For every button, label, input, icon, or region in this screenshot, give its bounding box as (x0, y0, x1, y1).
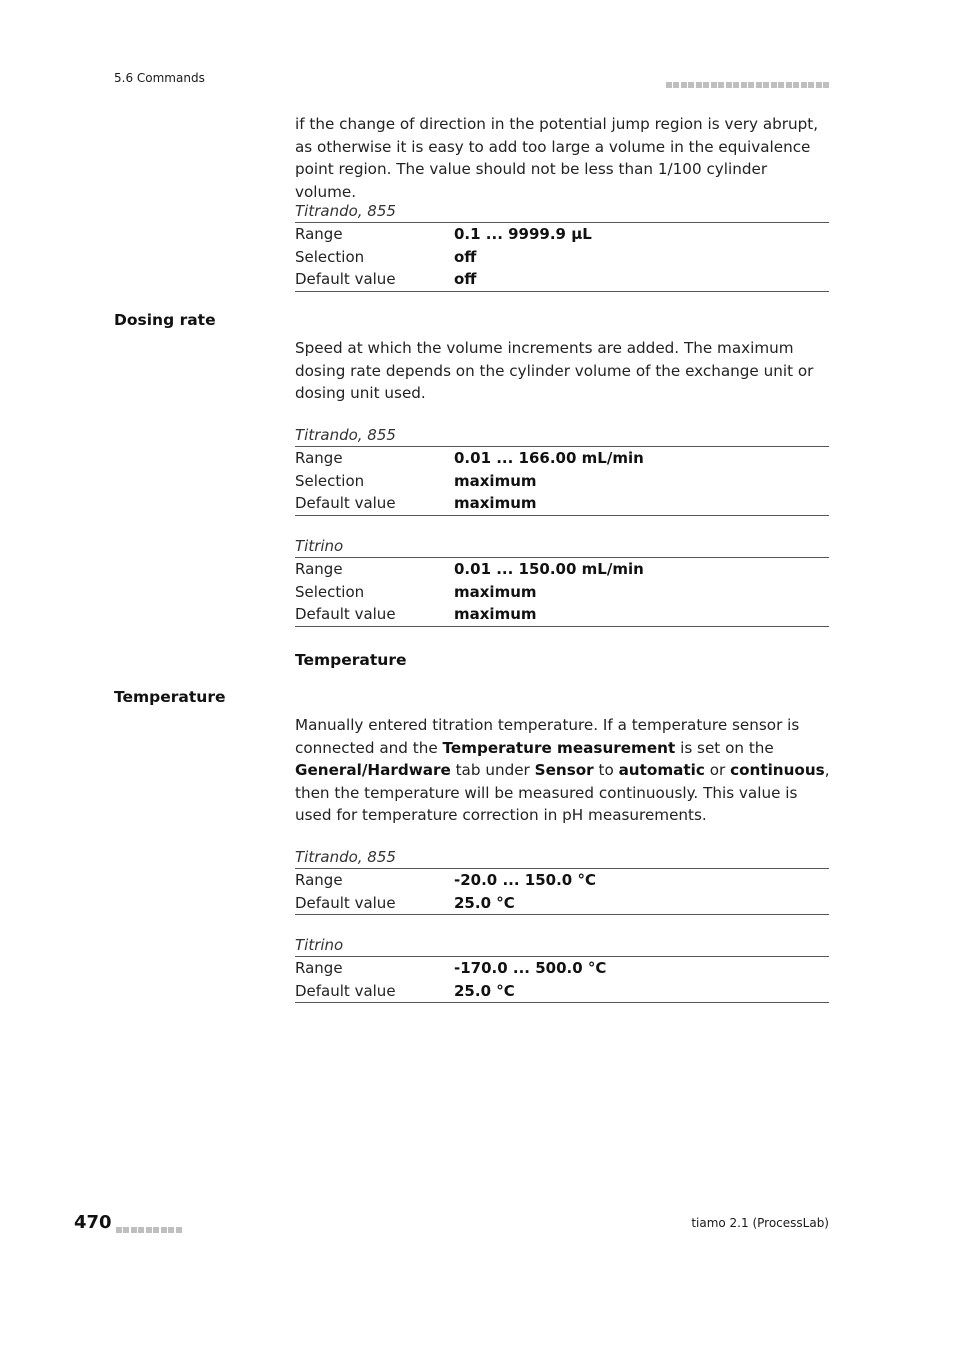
ui-term-general-hardware: General/Hardware (295, 761, 451, 779)
page-number: 470 (74, 1212, 112, 1233)
dosing-rate-heading: Dosing rate (114, 311, 216, 329)
footer-decoration-squares (114, 1219, 182, 1238)
row-key: Range (295, 225, 343, 243)
text-run: or (704, 761, 731, 779)
row-value: off (454, 247, 477, 266)
running-header-section: 5.6 Commands (114, 71, 205, 85)
row-value: 25.0 °C (454, 893, 515, 912)
table-row (295, 581, 829, 604)
table-row (295, 268, 829, 291)
row-value: -170.0 ... 500.0 °C (454, 959, 607, 977)
row-value: 25.0 °C (454, 981, 515, 1000)
row-key: Default value (295, 981, 396, 1000)
row-key: Default value (295, 605, 396, 623)
temperature-subsection-heading: Temperature (295, 651, 407, 669)
ui-term-temperature-measurement: Temperature measurement (442, 738, 676, 757)
dosing-rate-table-titrino (295, 535, 829, 627)
row-value: maximum (454, 494, 537, 512)
table-row (295, 980, 829, 1003)
row-key: Default value (295, 893, 396, 912)
table-row (295, 957, 829, 980)
table-bottom-rule (295, 626, 829, 627)
table-caption: Titrino (295, 535, 829, 558)
table-bottom-rule (295, 914, 829, 915)
intro-paragraph: if the change of direction in the potential jump region is very abrupt, as otherwise it is easy to add too large a volume in the equivalence point region. The value should not be less than 1/100 cylinder volume. (295, 115, 819, 201)
temperature-table-titrando (295, 846, 829, 915)
table-row (295, 892, 829, 915)
row-key: Range (295, 560, 343, 578)
text-run: , then the temperature will be measured continuously. This value is used for temperature correction in pH measurements. (295, 761, 830, 824)
table-bottom-rule (295, 515, 829, 516)
text-run: is set on the (675, 738, 774, 757)
table-caption: Titrando, 855 (295, 846, 829, 869)
row-value: maximum (454, 471, 537, 490)
ui-term-continuous: continuous (730, 761, 825, 779)
row-key: Default value (295, 494, 396, 512)
temperature-table-titrino (295, 934, 829, 1003)
table-row (295, 447, 829, 470)
row-value: 0.01 ... 166.00 mL/min (454, 449, 644, 467)
row-key: Selection (295, 247, 365, 266)
row-key: Selection (295, 471, 365, 490)
table-caption: Titrando, 855 (295, 200, 829, 223)
dosing-rate-description: Speed at which the volume increments are added. The maximum dosing rate depends on the cylinder volume of the exchange unit or dosing unit used. (295, 339, 814, 402)
temperature-description (295, 714, 831, 827)
text-run: to (593, 761, 619, 779)
table-bottom-rule (295, 291, 829, 292)
footer-product-name: tiamo 2.1 (ProcessLab) (691, 1216, 829, 1230)
table-caption: Titrino (295, 934, 829, 957)
table-bottom-rule (295, 1002, 829, 1003)
row-key: Range (295, 449, 343, 467)
table-row (295, 470, 829, 493)
row-key: Selection (295, 582, 365, 601)
table-row (295, 603, 829, 626)
row-value: off (454, 270, 477, 288)
table-row (295, 558, 829, 581)
table-row (295, 869, 829, 892)
text-run: tab under (450, 761, 535, 779)
ui-term-automatic: automatic (618, 761, 705, 779)
table-row (295, 246, 829, 269)
row-key: Range (295, 959, 343, 977)
row-value: 0.01 ... 150.00 mL/min (454, 560, 644, 578)
parameter-table-increment (295, 200, 829, 292)
temperature-heading: Temperature (114, 688, 226, 706)
row-value: maximum (454, 605, 537, 623)
row-key: Range (295, 871, 343, 889)
dosing-rate-table-titrando (295, 424, 829, 516)
row-value: maximum (454, 582, 537, 601)
row-value: 0.1 ... 9999.9 µL (454, 225, 592, 243)
text-run: Manually entered titration temperature. If a temperature sensor is connected and the (295, 716, 800, 757)
row-value: -20.0 ... 150.0 °C (454, 871, 596, 889)
header-decoration-squares (664, 74, 829, 93)
table-row (295, 223, 829, 246)
table-caption: Titrando, 855 (295, 424, 829, 447)
ui-term-sensor: Sensor (534, 761, 594, 779)
table-row (295, 492, 829, 515)
row-key: Default value (295, 270, 396, 288)
